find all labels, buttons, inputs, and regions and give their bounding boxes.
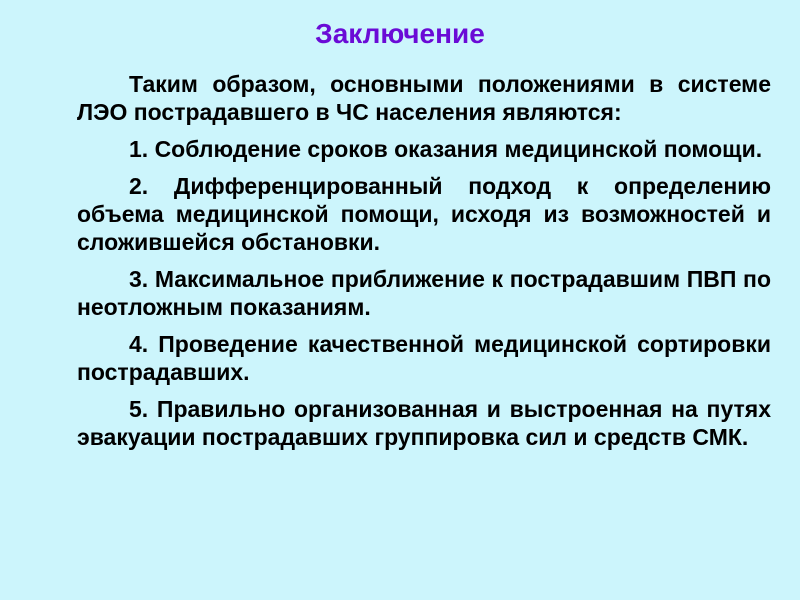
slide-title: Заключение (315, 18, 485, 49)
point-5: 5. Правильно организованная и выстроенная на путях эвакуации пострадавших группировка сил и средств СМК. (77, 396, 771, 450)
point-1: 1. Соблюдение сроков оказания медицинской помощи. (129, 136, 763, 162)
point-4: 4. Проведение качественной медицинской сортировки пострадавших. (77, 331, 771, 385)
point-3: 3. Максимальное приближение к пострадавшим ПВП по неотложным показаниям. (77, 266, 771, 320)
intro-paragraph: Таким образом, основными положениями в системе ЛЭО пострадавшего в ЧС населения являются: (77, 71, 771, 125)
slide-body (77, 70, 771, 460)
point-2: 2. Дифференцированный подход к определению объема медицинской помощи, исходя из возможностей и сложившейся обстановки. (77, 173, 771, 255)
